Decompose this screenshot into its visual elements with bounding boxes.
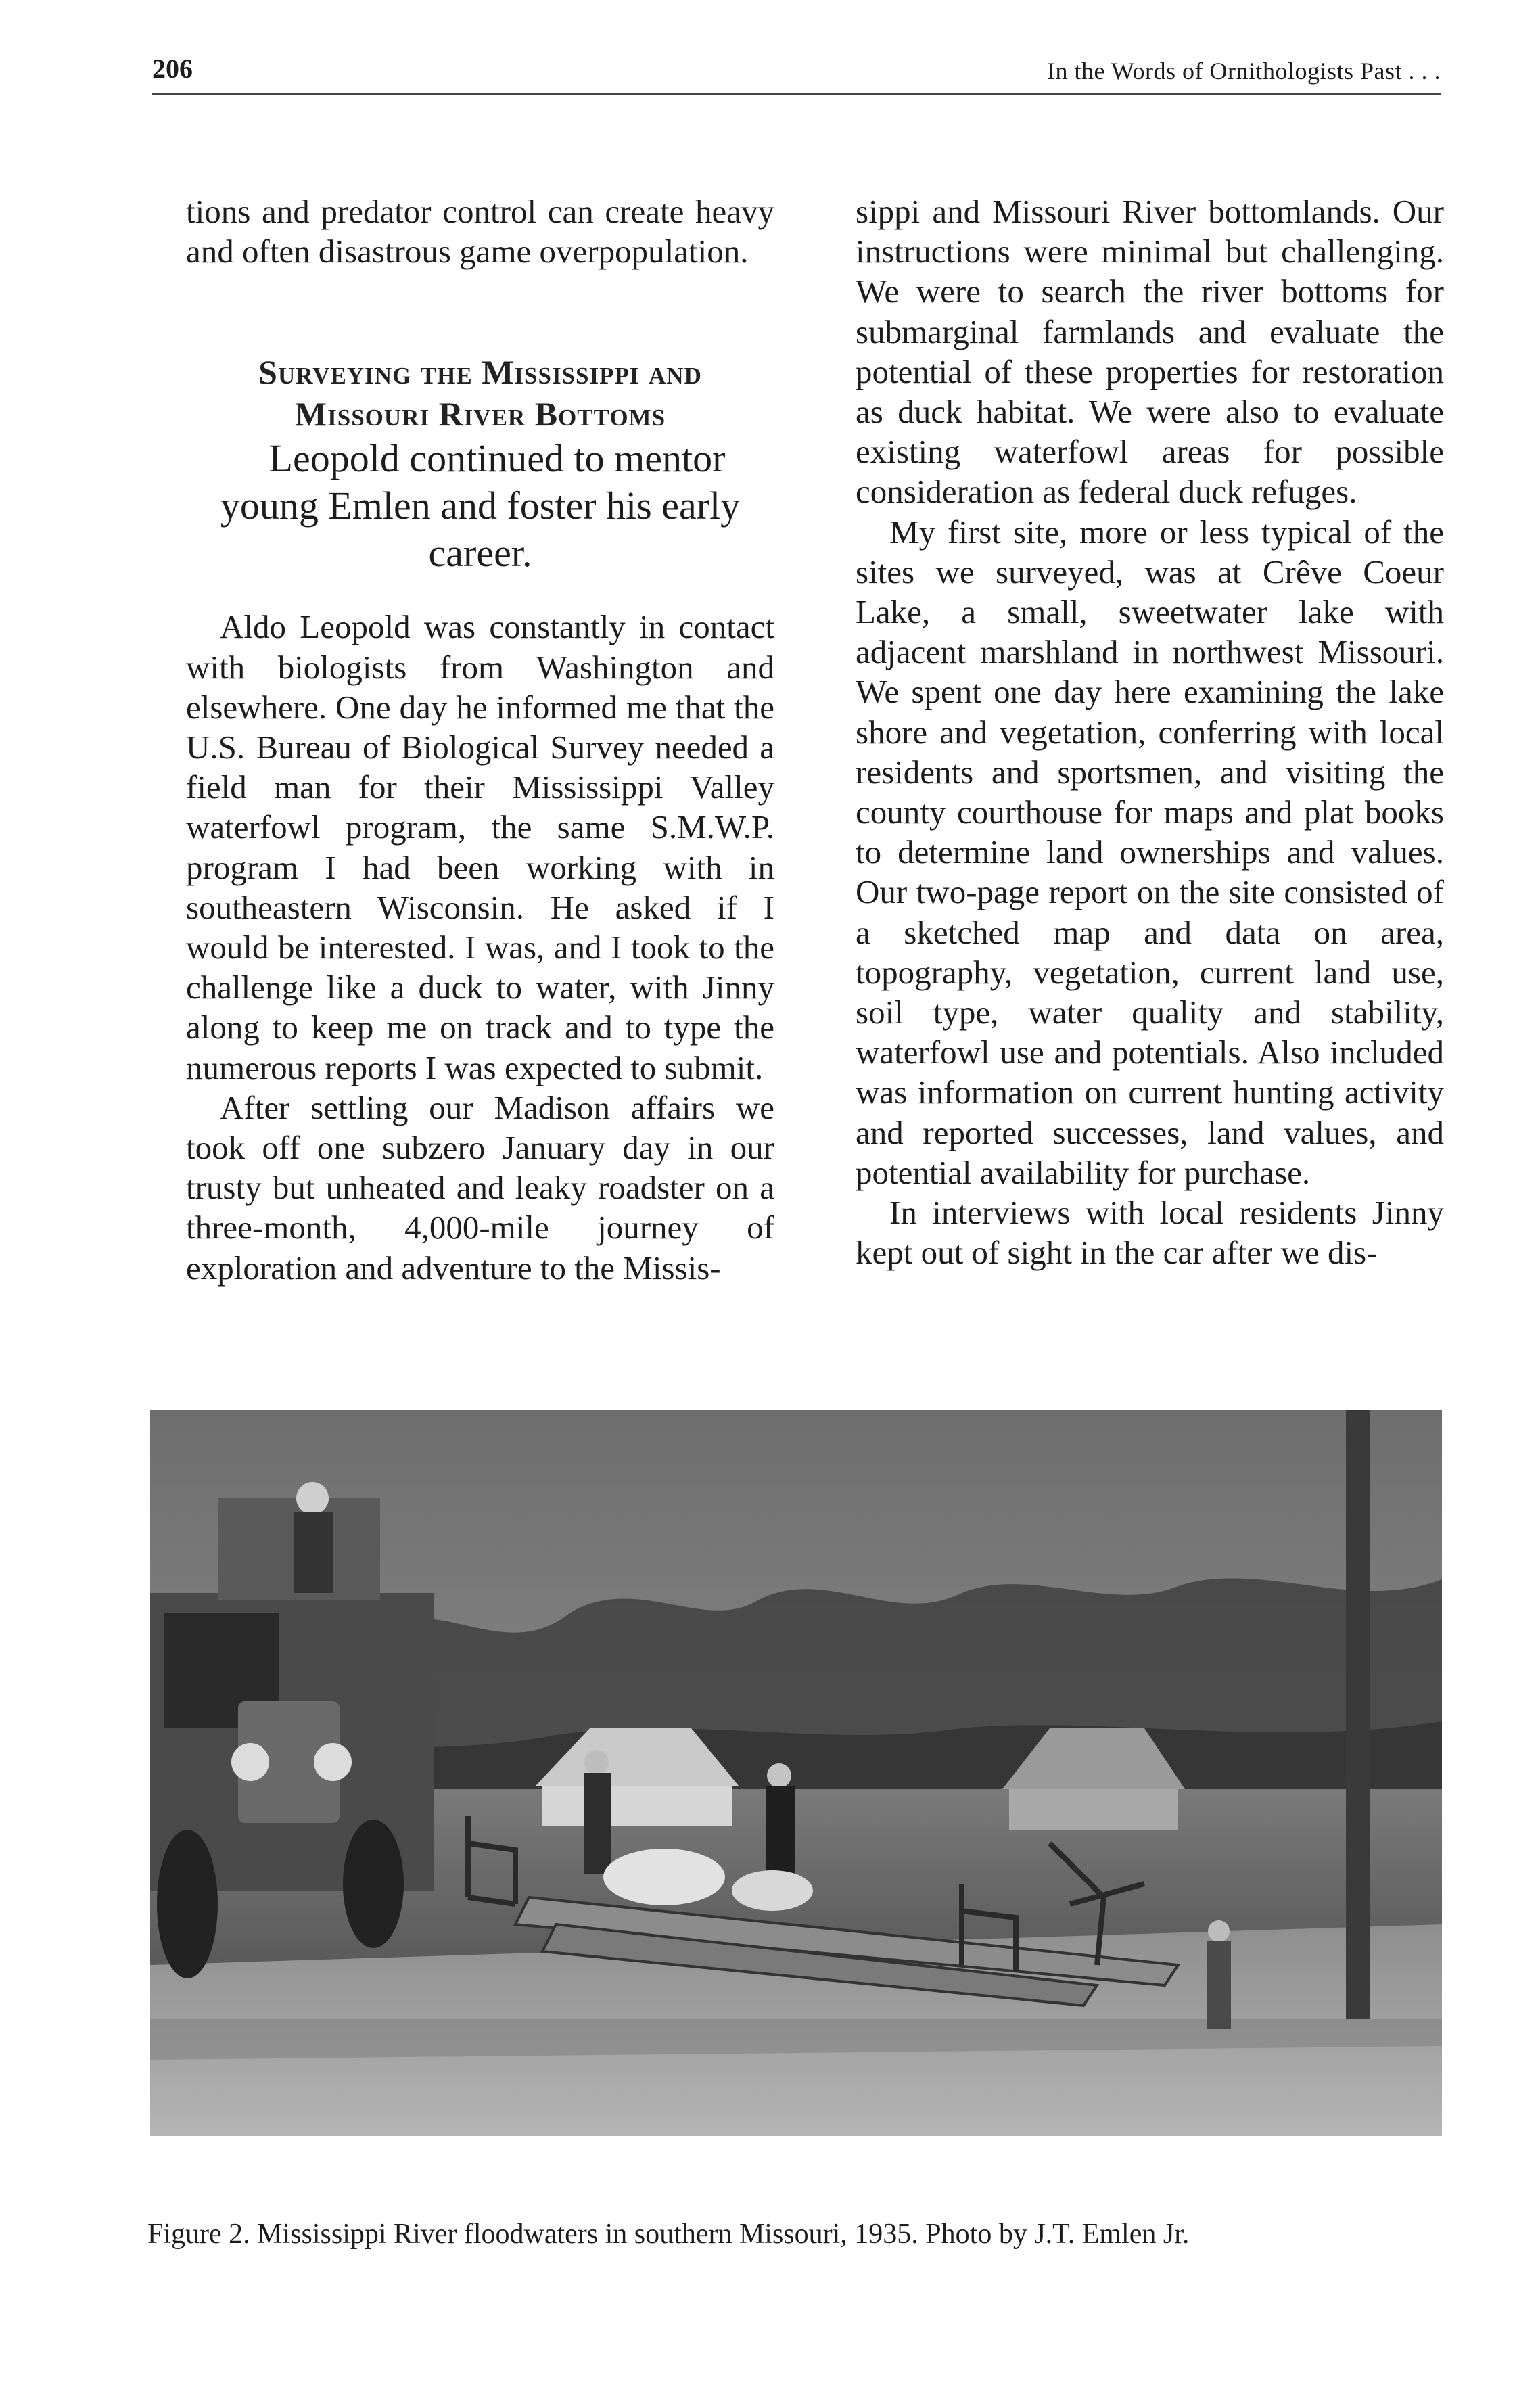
figure-caption: Figure 2. Mississippi River floodwaters in southern Missouri, 1935. Photo by J.T. Emlen Jr. — [147, 2219, 1190, 2250]
paragraph: Aldo Leopold was constantly in contact with biologists from Washington and elsewhere. One day he informed me that the U.S. Bureau of Biological Survey needed a field man for their Mississippi Valley waterfowl program, the same S.M.W.P. program I had been working with in southeastern Wisconsin. He asked if I would be interested. I was, and I took to the challenge like a duck to water, with Jinny along to keep me on track and to type the numerous reports I was expected to submit. — [186, 608, 774, 1086]
page-header — [152, 53, 1441, 95]
section-heading — [186, 351, 774, 435]
section-heading-line: Surveying the Mississippi and — [258, 353, 702, 392]
paragraph: tions and predator control can create heavy and often disastrous game overpopulation. — [186, 193, 774, 271]
editorial-lead-in: Leopold continued to mentor young Emlen and foster his early career. — [220, 436, 741, 576]
page-number: 206 — [152, 53, 193, 84]
left-column — [186, 191, 774, 1288]
paragraph: My first site, more or less typical of the sites we surveyed, was at Crêve Coeur Lake, a small, sweetwater lake with adjacent marshland in northwest Missouri. We spent one day here examining the lake shore and vegetation, conferring with local residents and sportsmen, and visiting the county courthouse for maps and plat books to determine land ownerships and values. Our two-page report on the site consisted of a sketched map and data on area, topography, vegetation, current land use, soil type, water quality and stability, waterfowl use and potentials. Also included was information on current hunting activity and reported successes, land values, and potential availability for purchase. — [856, 513, 1444, 1191]
flood-photo — [150, 1410, 1442, 2136]
right-column — [856, 191, 1444, 1272]
paragraph: In interviews with local residents Jinny kept out of sight in the car after we dis- — [856, 1194, 1444, 1272]
paragraph: sippi and Missouri River bottomlands. Our instructions were minimal but challenging. We were to search the river bottoms for submarginal farmlands and evaluate the potential of these properties for restoration as duck habitat. We were also to evaluate existing waterfowl areas for possible consideration as federal duck refuges. — [856, 193, 1444, 511]
flood-photo-illustration — [150, 1410, 1442, 2136]
paragraph: After settling our Madison affairs we took off one subzero January day in our trusty but unheated and leaky roadster on a three-month, 4,000-mile journey of exploration and adventure to the Missis- — [186, 1088, 774, 1287]
running-head: In the Words of Ornithologists Past . . . — [1047, 57, 1441, 85]
section-heading-line: Missouri River Bottoms — [294, 395, 666, 434]
